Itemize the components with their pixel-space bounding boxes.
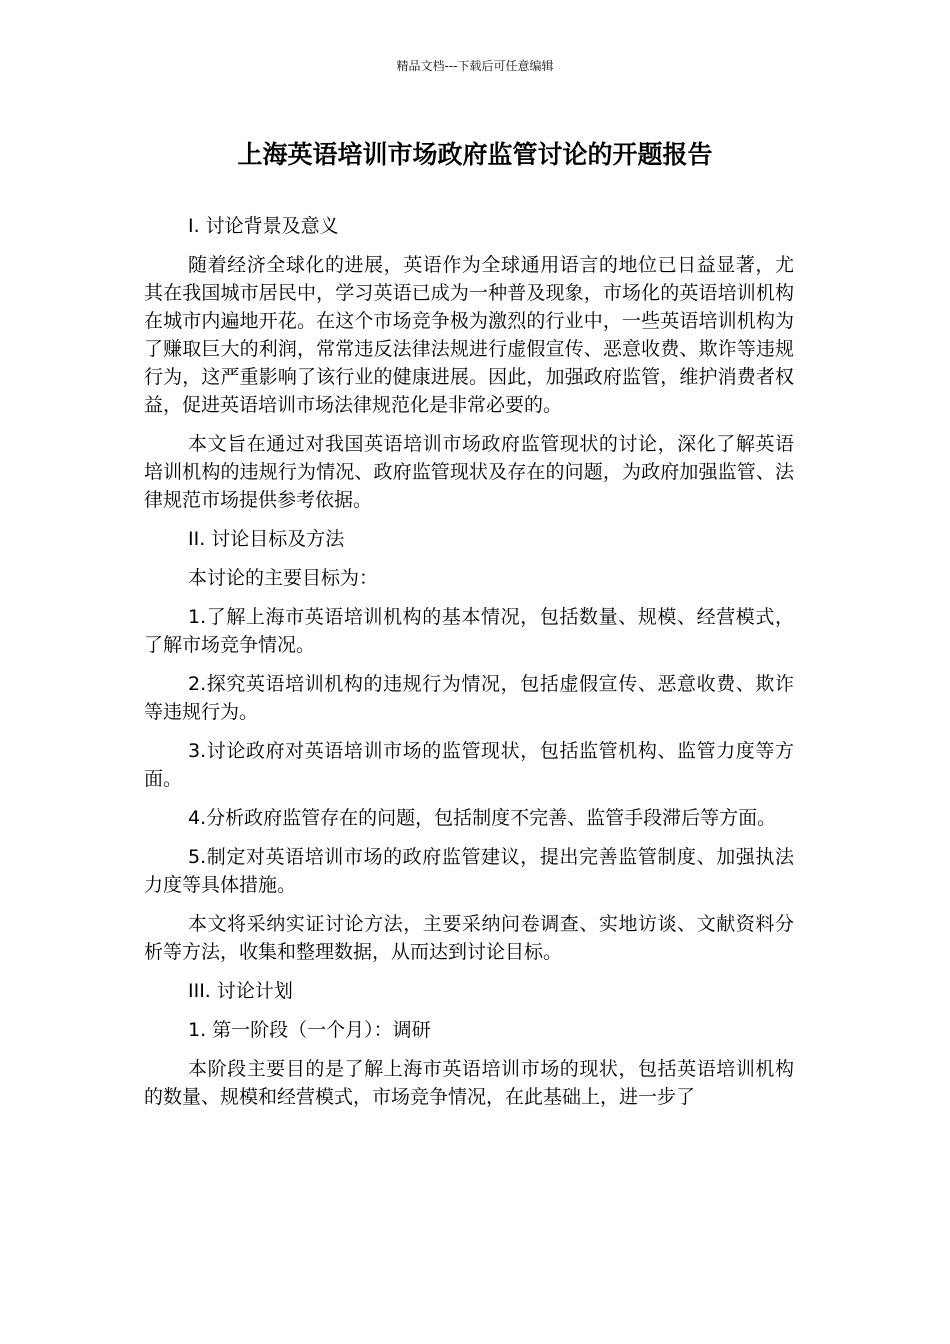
- list-item-objective-5: 5.制定对英语培训市场的政府监管建议，提出完善监管制度、加强执法力度等具体措施。: [144, 846, 794, 896]
- section-heading-plan: III. 讨论计划: [188, 980, 293, 1002]
- section-heading-background: I. 讨论背景及意义: [188, 215, 339, 237]
- subheading-phase-1: 1. 第一阶段（一个月）：调研: [188, 1019, 431, 1041]
- paragraph-objectives-intro: 本讨论的主要目标为：: [188, 567, 379, 589]
- document-title: 上海英语培训市场政府监管讨论的开题报告: [237, 140, 713, 169]
- section-heading-objectives: II. 讨论目标及方法: [188, 528, 345, 550]
- paragraph-purpose: 本文旨在通过对我国英语培训市场政府监管现状的讨论，深化了解英语培训机构的违规行为情况、政府监管现状及存在的问题，为政府加强监管、法律规范市场提供参考依据。: [144, 433, 794, 511]
- page-header-note: 精品文档---下载后可任意编辑: [396, 59, 554, 73]
- paragraph-methods: 本文将采纳实证讨论方法，主要采纳问卷调查、实地访谈、文献资料分析等方法，收集和整理数据，从而达到讨论目标。: [144, 913, 794, 963]
- list-item-objective-2: 2.探究英语培训机构的违规行为情况，包括虚假宣传、恶意收费、欺诈等违规行为。: [144, 673, 794, 723]
- list-item-objective-1: 1.了解上海市英语培训机构的基本情况，包括数量、规模、经营模式，了解市场竞争情况。: [144, 606, 794, 656]
- paragraph-background: 随着经济全球化的进展，英语作为全球通用语言的地位已日益显著，尤其在我国城市居民中，学习英语已成为一种普及现象，市场化的英语培训机构在城市内遍地开花。在这个市场竞争极为激烈的行业中，一些英语培训机构为了赚取巨大的利润，常常违反法律法规进行虚假宣传、恶意收费、欺诈等违规行为，这严重影响了该行业的健康进展。因此，加强政府监管，维护消费者权益，促进英语培训市场法律规范化是非常必要的。: [144, 254, 794, 416]
- list-item-objective-3: 3.讨论政府对英语培训市场的监管现状，包括监管机构、监管力度等方面。: [144, 740, 794, 790]
- document-body: [144, 212, 794, 1122]
- paragraph-phase-1: 本阶段主要目的是了解上海市英语培训市场的现状，包括英语培训机构的数量、规模和经营模式，市场竞争情况，在此基础上，进一步了: [144, 1058, 794, 1108]
- list-item-objective-4: 4.分析政府监管存在的问题，包括制度不完善、监管手段滞后等方面。: [188, 807, 777, 829]
